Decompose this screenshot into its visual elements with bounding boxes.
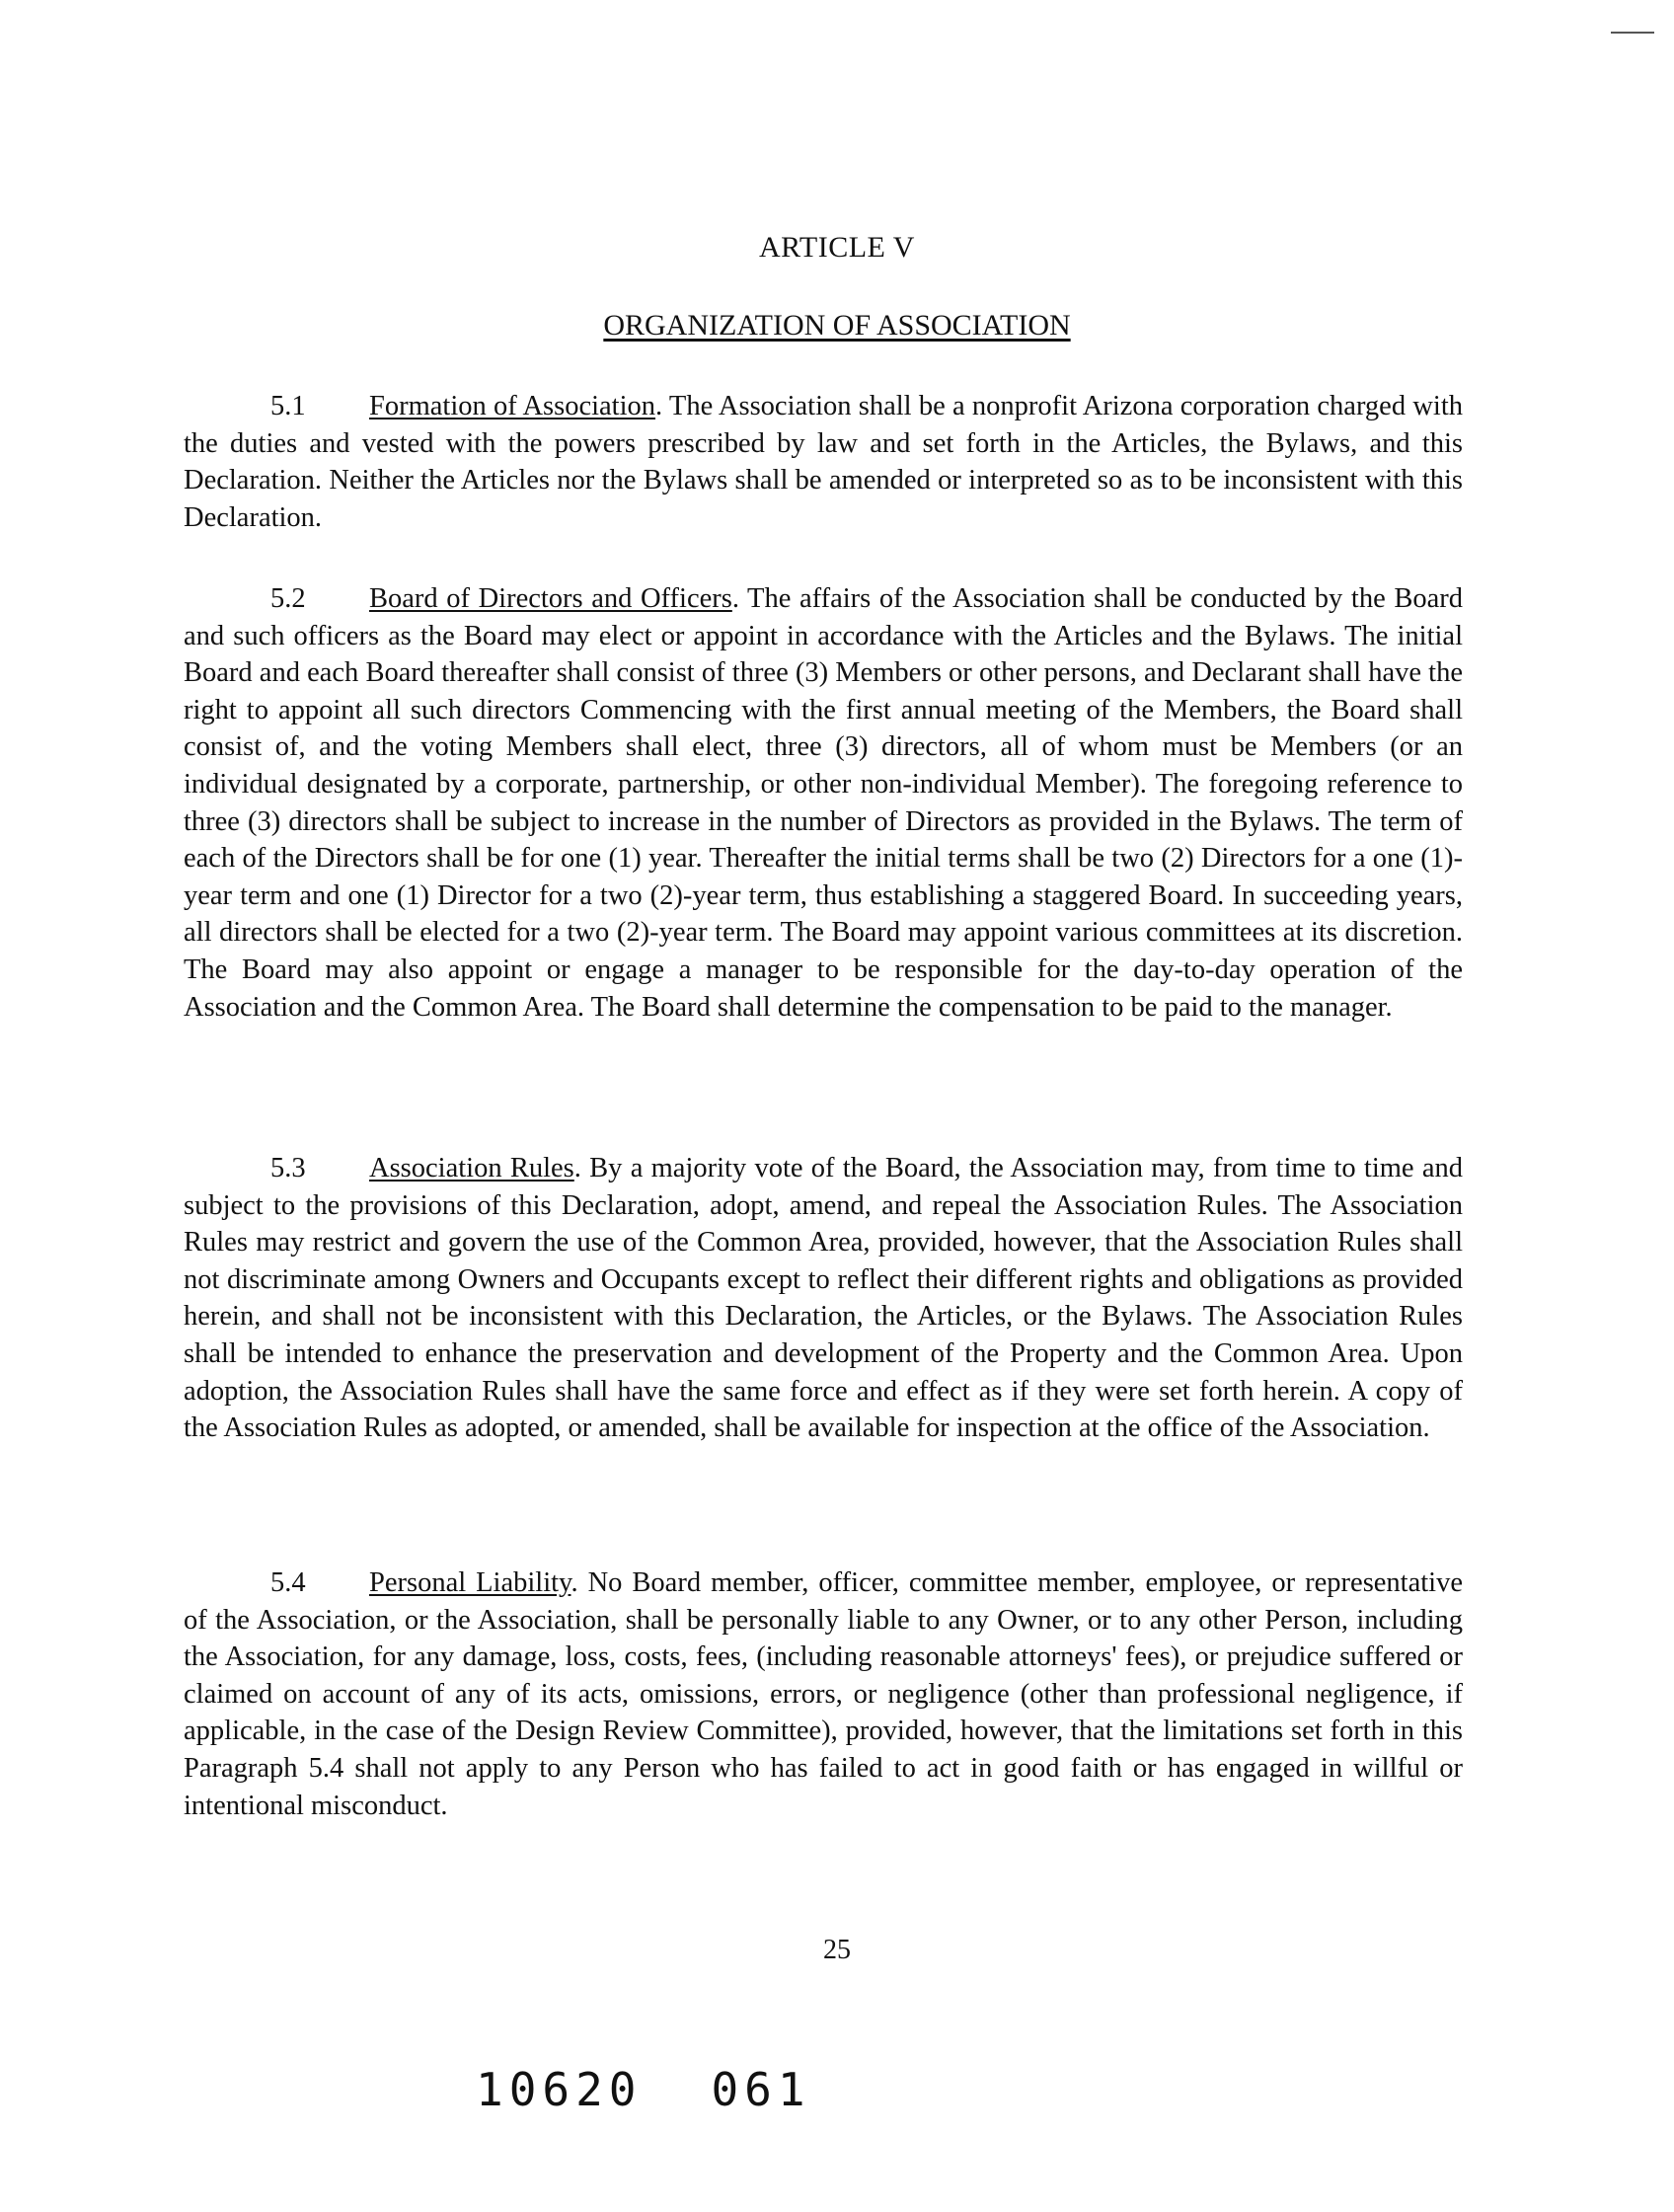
paragraph-number: 5.3 <box>270 1153 306 1183</box>
paragraph-text: . No Board member, officer, committee member, employee, or representative of the Association, or the Association, shall be personally liable to any Owner, or to any other Person, including the Association, for any damage, loss, costs, fees, (including reasonable attorneys' fees), or prejudice suffered or claimed on account of any of its acts, omissions, errors, or negligence (other than professional negligence, if applicable, in the case of the Design Review Committee), provided, however, that the limitations set forth in this Paragraph 5.4 shall not apply to any Person who has failed to act in good faith or has engaged in willful or intentional misconduct. <box>184 1567 1463 1821</box>
paragraph-number: 5.2 <box>270 583 306 614</box>
section-heading-text: ORGANIZATION OF ASSOCIATION <box>603 309 1071 342</box>
recording-page-number: 061 <box>711 2063 811 2116</box>
recording-book-number: 10620 <box>476 2063 643 2116</box>
paragraph-text: . The Association shall be a nonprofit Arizona corporation charged with the duties and vested with the powers prescribed by law and set forth in the Articles, the Bylaws, and this Declaration. Neither the Articles nor the Bylaws shall be amended or interpreted so as to be inconsistent with this Declaration. <box>184 391 1463 533</box>
paragraph-text: . The affairs of the Association shall be conducted by the Board and such officers as the Board may elect or appoint in accordance with the Articles and the Bylaws. The initial Board and each Board thereafter shall consist of three (3) Members or other persons, and Declarant shall have the right to appoint all such directors Commencing with the first annual meeting of the Members, the Board shall consist of, and the voting Members shall elect, three (3) directors, all of whom must be Members (or an individual designated by a corporate, partnership, or other non-individual Member). The foregoing reference to three (3) directors shall be subject to increase in the number of Directors as provided in the Bylaws. The term of each of the Directors shall be for one (1) year. Thereafter the initial terms shall be two (2) Directors for a one (1)-year term and one (1) Director for a two (2)-year term, thus establishing a staggered Board. In succeeding years, all directors shall be elected for a two (2)-year term. The Board may appoint various committees at its discretion. The Board may also appoint or engage a manager to be responsible for the day-to-day operation of the Association and the Common Area. The Board shall determine the compensation to be paid to the manager. <box>184 583 1463 1023</box>
paragraph-5-2 <box>184 580 1463 1026</box>
page-number: 25 <box>823 1935 851 1965</box>
paragraph-5-4 <box>184 1564 1463 1824</box>
scan-corner-mark <box>1611 32 1654 34</box>
paragraph-number: 5.1 <box>270 391 306 421</box>
paragraph-title: Association Rules <box>369 1153 574 1183</box>
article-heading: ARTICLE V <box>759 231 915 264</box>
section-heading <box>0 309 1674 343</box>
recording-stamp <box>476 2063 811 2116</box>
paragraph-number: 5.4 <box>270 1567 306 1598</box>
paragraph-title: Personal Liability <box>369 1567 571 1598</box>
paragraph-5-1 <box>184 388 1463 536</box>
paragraph-5-3 <box>184 1150 1463 1447</box>
paragraph-title: Board of Directors and Officers <box>369 583 732 614</box>
paragraph-title: Formation of Association <box>369 391 656 421</box>
paragraph-text: . By a majority vote of the Board, the Association may, from time to time and subject to the provisions of this Declaration, adopt, amend, and repeal the Association Rules. The Association Rules may restrict and govern the use of the Common Area, provided, however, that the Association Rules shall not discriminate among Owners and Occupants except to reflect their different rights and obligations as provided herein, and shall not be inconsistent with this Declaration, the Articles, or the Bylaws. The Association Rules shall be intended to enhance the preservation and development of the Property and the Common Area. Upon adoption, the Association Rules shall have the same force and effect as if they were set forth herein. A copy of the Association Rules as adopted, or amended, shall be available for inspection at the office of the Association. <box>184 1153 1463 1444</box>
